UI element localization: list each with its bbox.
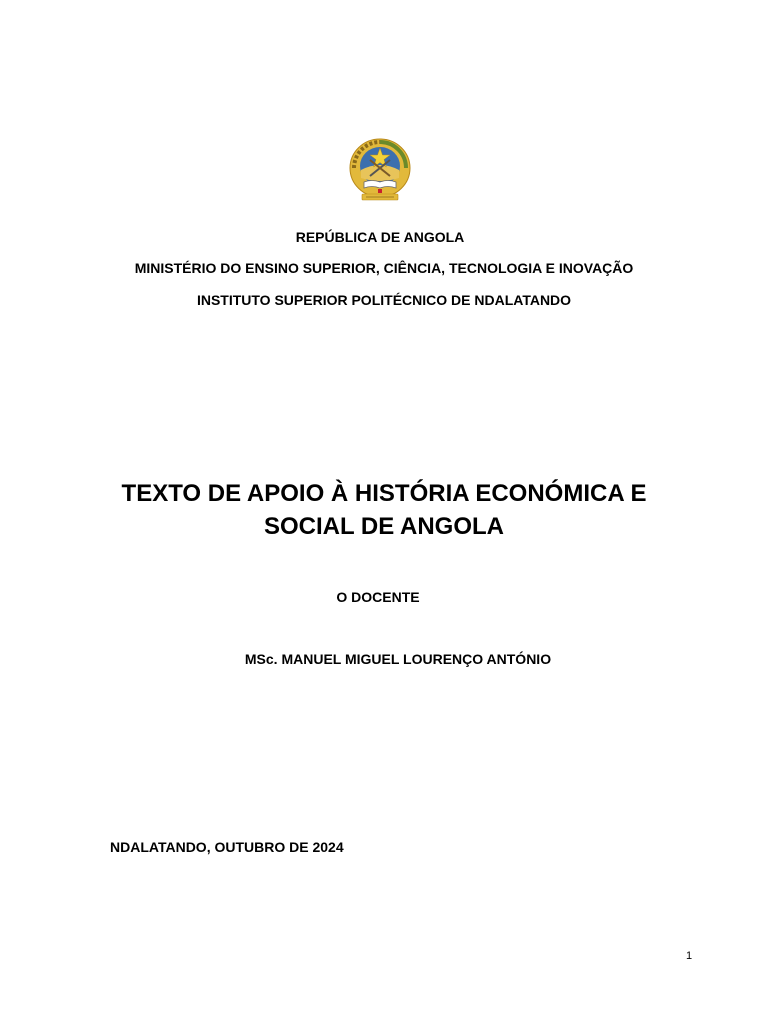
- institute-name: INSTITUTO SUPERIOR POLITÉCNICO DE NDALATANDO: [196, 292, 572, 308]
- document-title-line-2: SOCIAL DE ANGOLA: [263, 513, 504, 540]
- role-label: O DOCENTE: [336, 589, 420, 605]
- document-title-line-1: TEXTO DE APOIO À HISTÓRIA ECONÓMICA E: [121, 480, 647, 507]
- place-and-date: NDALATANDO, OUTUBRO DE 2024: [110, 839, 344, 855]
- document-title: [0, 477, 768, 543]
- republic-name: REPÚBLICA DE ANGOLA: [295, 229, 465, 245]
- angola-coat-of-arms-icon: [348, 136, 412, 204]
- page-number: 1: [686, 950, 693, 962]
- author-name: MSc. MANUEL MIGUEL LOURENÇO ANTÓNIO: [244, 651, 552, 667]
- ministry-name: MINISTÉRIO DO ENSINO SUPERIOR, CIÊNCIA, TECNOLOGIA E INOVAÇÃO: [134, 260, 634, 276]
